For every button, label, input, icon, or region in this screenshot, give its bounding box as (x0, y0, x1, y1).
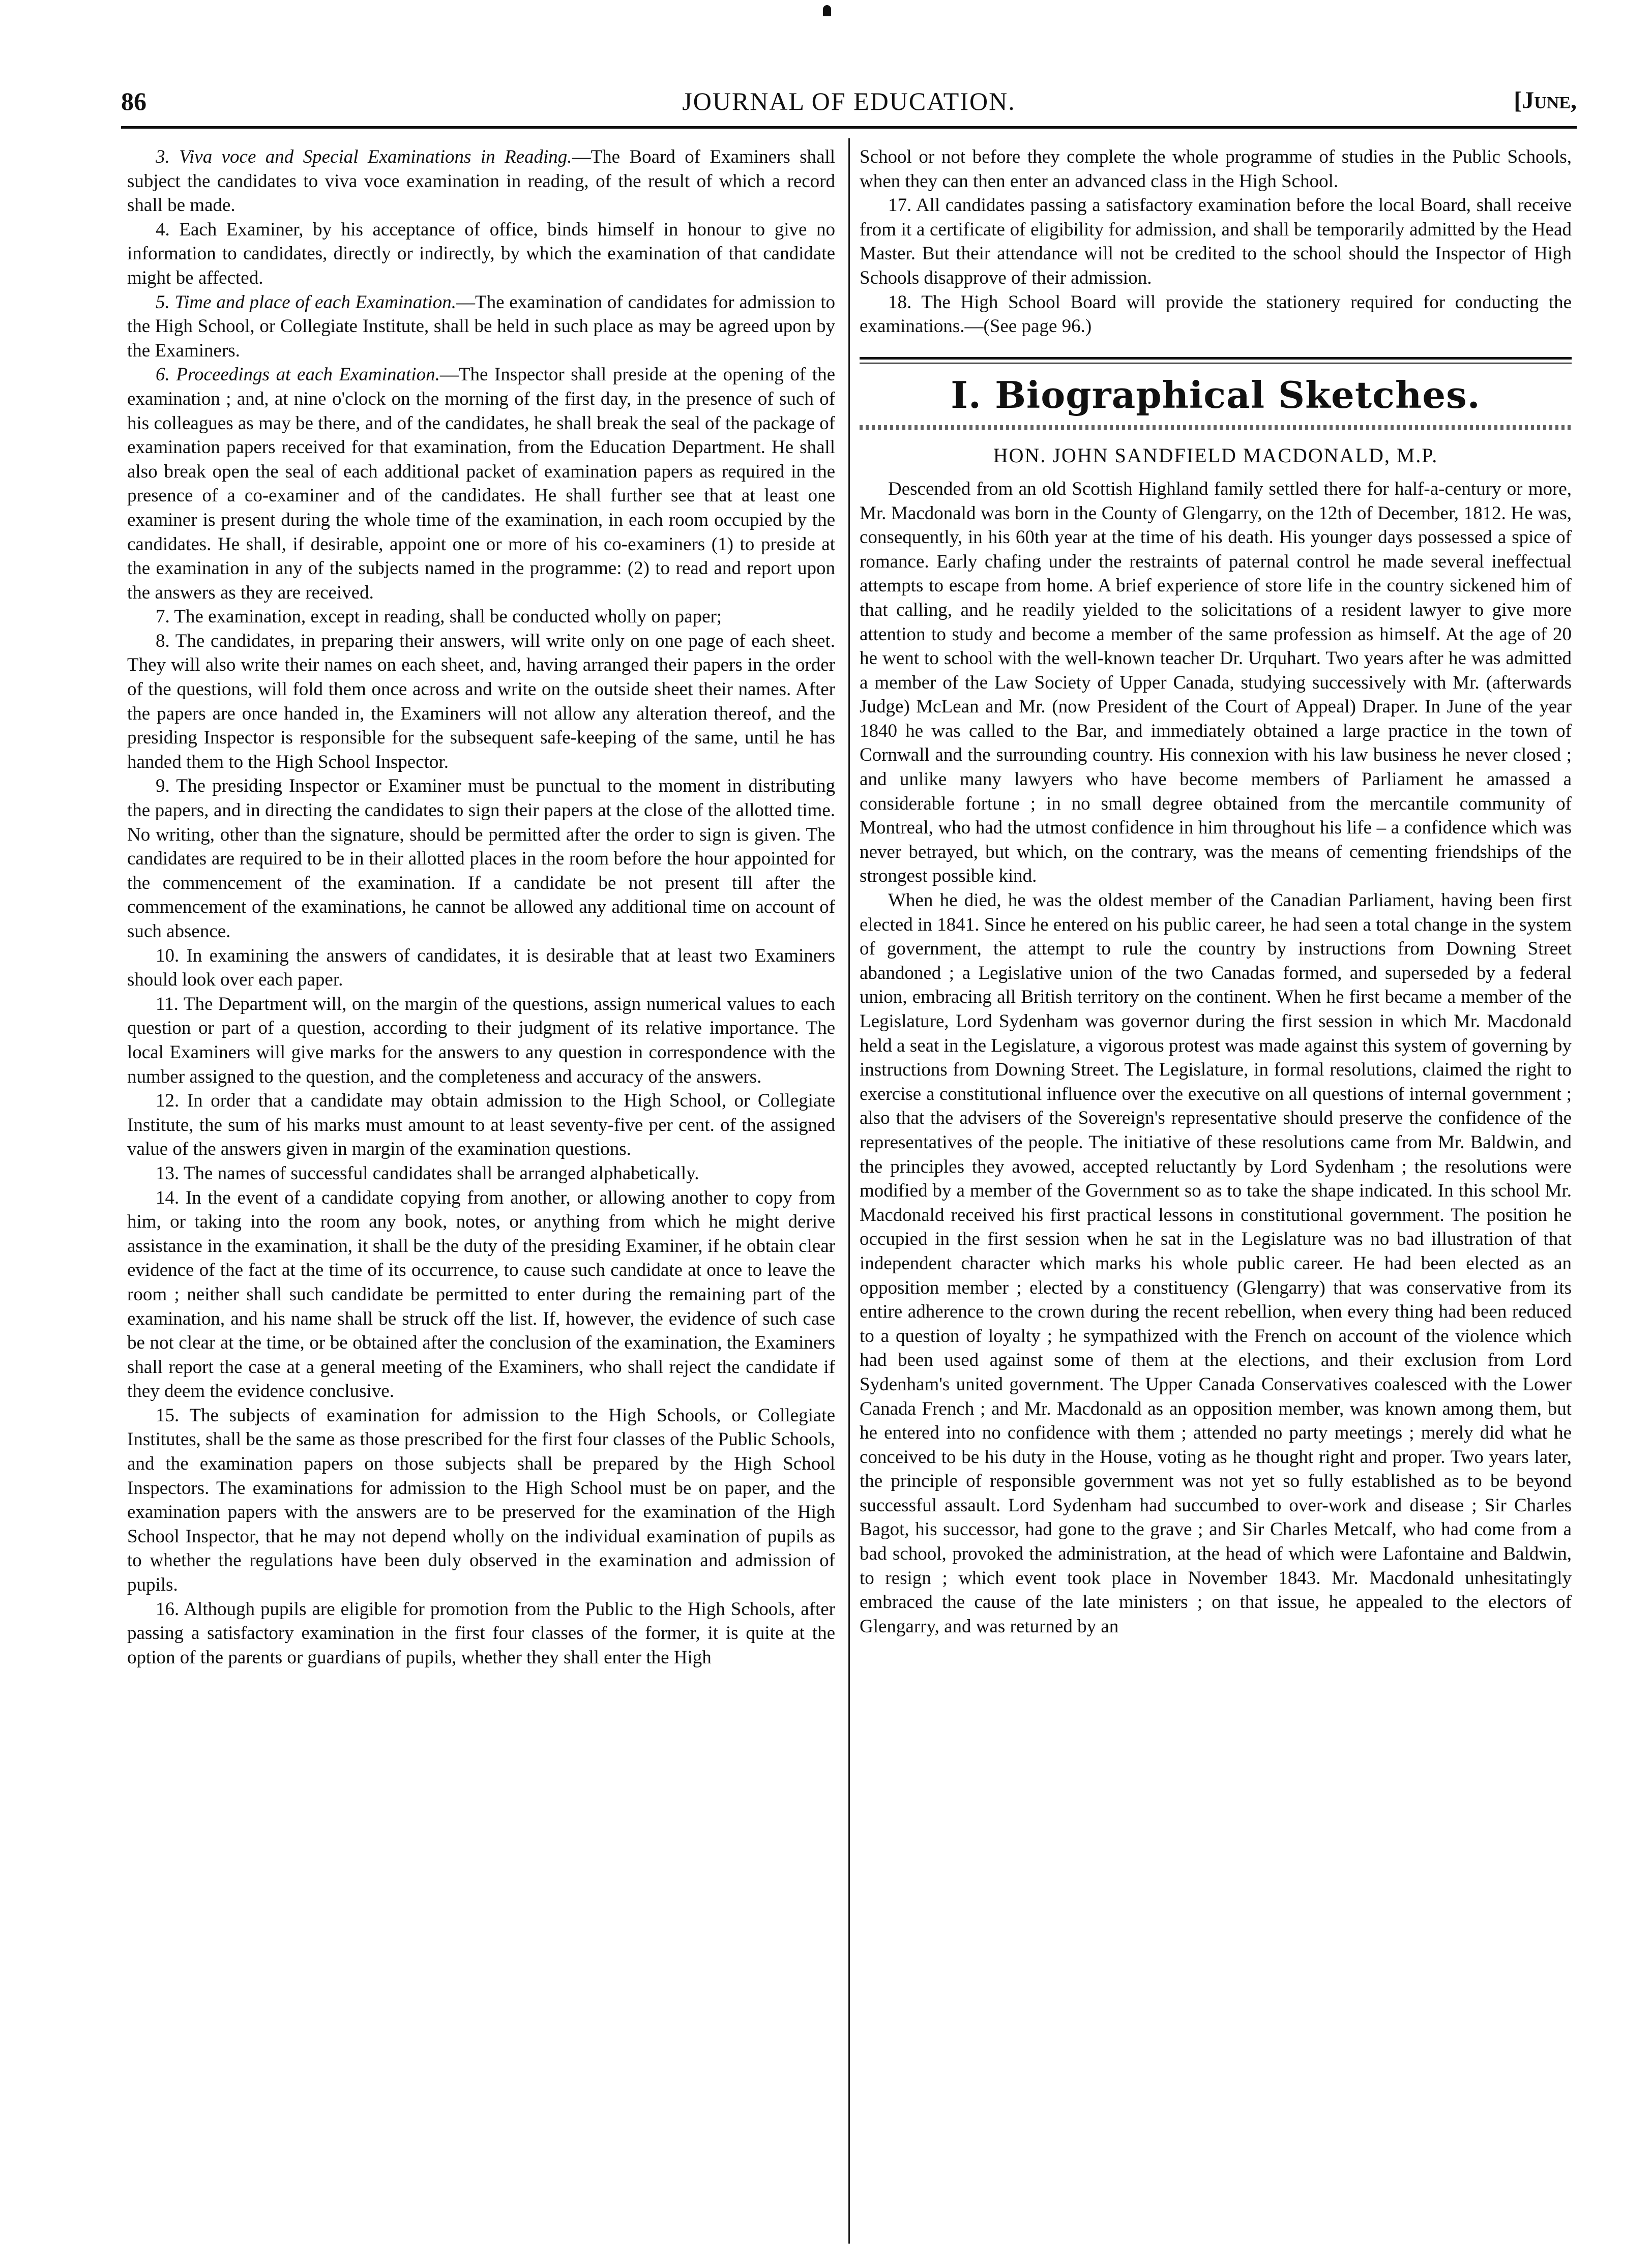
biography-paragraph: Descended from an old Scottish Highland family settled there for half-a-century or more, Mr. Macdonald was born in the County of Glengarry, on the 12th of December, 1812. He was, consequently, in his 60th year at the time of his death. His younger days possessed a spice of romance. Early chafing under the restraints of paternal control he made several ineffectual attempts to escape from home. A brief experience of store life in the country sickened him of that calling, and he readily yielded to the solicitations of a resident lawyer to give more attention to study and become a member of the same profession as himself. At the age of 20 he went to school with the well-known teacher Dr. Urquhart. Two years after he was admitted a member of the Law Society of Upper Canada, studying successively with Mr. (afterwards Judge) McLean and Mr. (now President of the Court of Appeal) Draper. In June of the year 1840 he was called to the Bar, and immediately obtained a large practice in the town of Cornwall and the surrounding country. His connexion with his law business he never closed ; and unlike many lawyers who have become members of Parliament he amassed a considerable fortune ; in no small degree obtained from the mercantile community of Montreal, who had the utmost confidence in him throughout his life – a confidence which was never betrayed, but which, on the contrary, was the means of cementing friendships of the strongest possible kind. (860, 478, 1572, 887)
regulation-paragraph: 9. The presiding Inspector or Examiner must be punctual to the moment in distributing the papers, and in directing the candidates to sign their papers at the close of the allotted time. No writing, other than the signature, should be permitted after the order to sign is given. The candidates are required to be in their allotted places in the room before the hour appointed for the commencement of the examination. If a candidate be not present till after the commencement of the examinations, he cannot be allowed any additional time on account of such absence. (127, 775, 835, 942)
regulation-paragraph: 4. Each Examiner, by his acceptance of office, binds himself in honour to give no information to candidates, directly or indirectly, by which the examination of that candidate might be affected. (127, 219, 835, 288)
journal-title: JOURNAL OF EDUCATION. (682, 87, 1016, 115)
issue-month: [June, (1514, 87, 1577, 114)
regulation-paragraph: 13. The names of successful candidates shall be arranged alphabetically. (156, 1162, 699, 1184)
biography-title: HON. JOHN SANDFIELD MACDONALD, M.P. (993, 444, 1438, 467)
page-header (121, 86, 1577, 122)
section-heading: I. Biographical Sketches. (951, 373, 1481, 416)
regulation-paragraph: 15. The subjects of examination for admission to the High Schools, or Collegiate Institutes, shall be the same as those prescribed for the first four classes of the Public Schools, and the examination papers on those subjects shall be prepared by the High School Inspectors. The examinations for admission to the High School must be on paper, and the examination papers with the answers are to be preserved for the examination of the High School Inspector, that he may not depend wholly on the individual examination of pupils as to whether the regulations have been duly observed in the examination and admission of pupils. (127, 1405, 835, 1596)
section-rule-thin (860, 363, 1572, 364)
header-rule (121, 126, 1577, 129)
column-divider (848, 138, 850, 2244)
regulation-paragraph: 11. The Department will, on the margin of the questions, assign numerical values to each question or part of a question, according to their judgment of its relative importance. The local Examiners will give marks for the answers to any question in correspondence with the number assigned to the question, and the completeness and accuracy of the answers. (127, 993, 835, 1087)
left-column (127, 145, 835, 1669)
regulation-paragraph: 5. Time and place of each Examination.—The examination of candidates for admission to the High School, or Collegiate Institute, shall be held in such place as may be agreed upon by the Examiners. (127, 291, 835, 361)
regulation-paragraph: 18. The High School Board will provide the stationery required for conducting the examinations.—(See page 96.) (860, 291, 1572, 337)
regulation-paragraph: 7. The examination, except in reading, shall be conducted wholly on paper; (156, 606, 722, 628)
regulation-paragraph: 8. The candidates, in preparing their answers, will write only on one page of each sheet. They will also write their names on each sheet, and, having arranged their papers in the order of the questions, will fold them once across and write on the outside sheet their names. After the papers are once handed in, the Examiners will not allow any alteration thereof, and the presiding Inspector is responsible for the subsequent safe-keeping of the same, until he has handed them to the High School Inspector. (127, 630, 835, 772)
regulation-continuation: School or not before they complete the whole programme of studies in the Public Schools, when they can then enter an advanced class in the High School. (860, 146, 1572, 192)
top-ink-mark (823, 5, 831, 16)
regulation-paragraph: 17. All candidates passing a satisfactory examination before the local Board, shall receive from it a certificate of eligibility for admission, and shall be temporarily admitted by the Head Master. But their attendance will not be credited to the school should the Inspector of High Schools disapprove of their admission. (860, 195, 1572, 288)
regulation-paragraph: 3. Viva voce and Special Examinations in Reading.—The Board of Examiners shall subject the candidates to viva voce examination in reading, of the result of which a record shall be made. (127, 146, 836, 216)
section-rule (860, 357, 1572, 360)
biography-paragraph: When he died, he was the oldest member of the Canadian Parliament, having been first elected in 1841. Since he entered on his public career, he had seen a total change in the system of government, the attempt to rule the country by instructions from Downing Street abandoned ; a Legislative union of the two Canadas formed, and superseded by a federal union, embracing all British territory on the continent. When he first became a member of the Legislature, Lord Sydenham was governor during the first session in which Mr. Macdonald held a seat in the Legislature, a vigorous protest was made against this system of governing by instructions from Downing Street. The Legislature, in formal resolutions, claimed the right to exercise a constitutional influence over the executive on all questions of internal government ; also that the advisers of the Sovereign's representative should preserve the confidence of the representatives of the people. The initiative of these resolutions came from Mr. Baldwin, and the principles they avowed, accepted reluctantly by Lord Sydenham ; the resolutions were modified by a member of the Government so as to take the shape indicated. In this school Mr. Macdonald received his first practical lessons in constitutional government. The position he occupied in the first session when he sat in the Legislature was no bad illustration of that independent character which marks his whole public career. He had been elected as an opposition member ; elected by a constituency (Glengarry) that was conservative from its entire adherence to the crown during the recent rebellion, when every thing had been reduced to a question of loyalty ; he sympathized with the French on account of the violence which had been used against some of them at the elections, and their exclusion from Lord Sydenham's united government. The Upper Canada Conservatives coalesced with the Lower Canada French ; and Mr. Macdonald as an opposition member, was known among them, but he entered into no confidence with them ; attended no party meetings ; merely did what he conceived to be his duty in the House, voting as he thought right and proper. Two years later, the principle of responsible government was not yet so fully established as to be beyond successful assault. Lord Sydenham had succumbed to over-work and disease ; Sir Charles Bagot, his successor, had gone to the grave ; and Sir Charles Metcalf, who had come from a bad school, provoked the administration, at the head of which were Lafontaine and Baldwin, to resign ; which event took place in November 1843. Mr. Macdonald unhesitatingly embraced the cause of the late ministers ; on that issue, he appealed to the electors of Glengarry, and was returned by an (860, 890, 1572, 1637)
right-column (860, 145, 1572, 1638)
regulation-paragraph: 14. In the event of a candidate copying from another, or allowing another to copy from him, or taking into the room any book, notes, or anything from which he might derive assistance in the examination, it shall be the duty of the presiding Examiner, if he obtain clear evidence of the fact at the time of its occurrence, to cause such candidate at once to leave the room ; neither shall such candidate be permitted to enter during the remaining part of the examination, and his name shall be struck off the list. If, however, the evidence of such case be not clear at the time, or be obtained after the conclusion of the examination, the Examiners shall report the case at a general meeting of the Examiners, who shall reject the candidate if they deem the evidence conclusive. (127, 1187, 835, 1402)
page-number: 86 (121, 87, 146, 115)
regulation-paragraph: 12. In order that a candidate may obtain admission to the High School, or Collegiate Institute, the sum of his marks must amount to at least seventy-five per cent. of the assigned value of the answers given in margin of the examination questions. (127, 1090, 835, 1160)
regulation-paragraph: 16. Although pupils are eligible for promotion from the Public to the High Schools, after passing a satisfactory examination in the first four classes of the former, it is quite at the option of the parents or guardians of pupils, whether they shall enter the High (127, 1598, 835, 1668)
regulation-paragraph: 6. Proceedings at each Examination.—The Inspector shall preside at the opening of the examination ; and, at nine o'clock on the morning of the first day, in the presence of such of his colleagues as may be there, and of the candidates, he shall break the seal of the package of examination papers received for that examination, from the Education Department. He shall also break open the seal of each additional packet of examination papers as required in the presence of a co-examiner and of the candidates. He shall further see that at least one examiner is present during the whole time of the examination, in each room occupied by the candidates. He shall, if desirable, appoint one or more of his co-examiners (1) to preside at the examination in any of the subjects named in the programme: (2) to read and report upon the answers as they are received. (127, 364, 836, 603)
decorative-rule (860, 425, 1572, 430)
regulation-paragraph: 10. In examining the answers of candidates, it is desirable that at least two Examiners should look over each paper. (127, 945, 835, 991)
